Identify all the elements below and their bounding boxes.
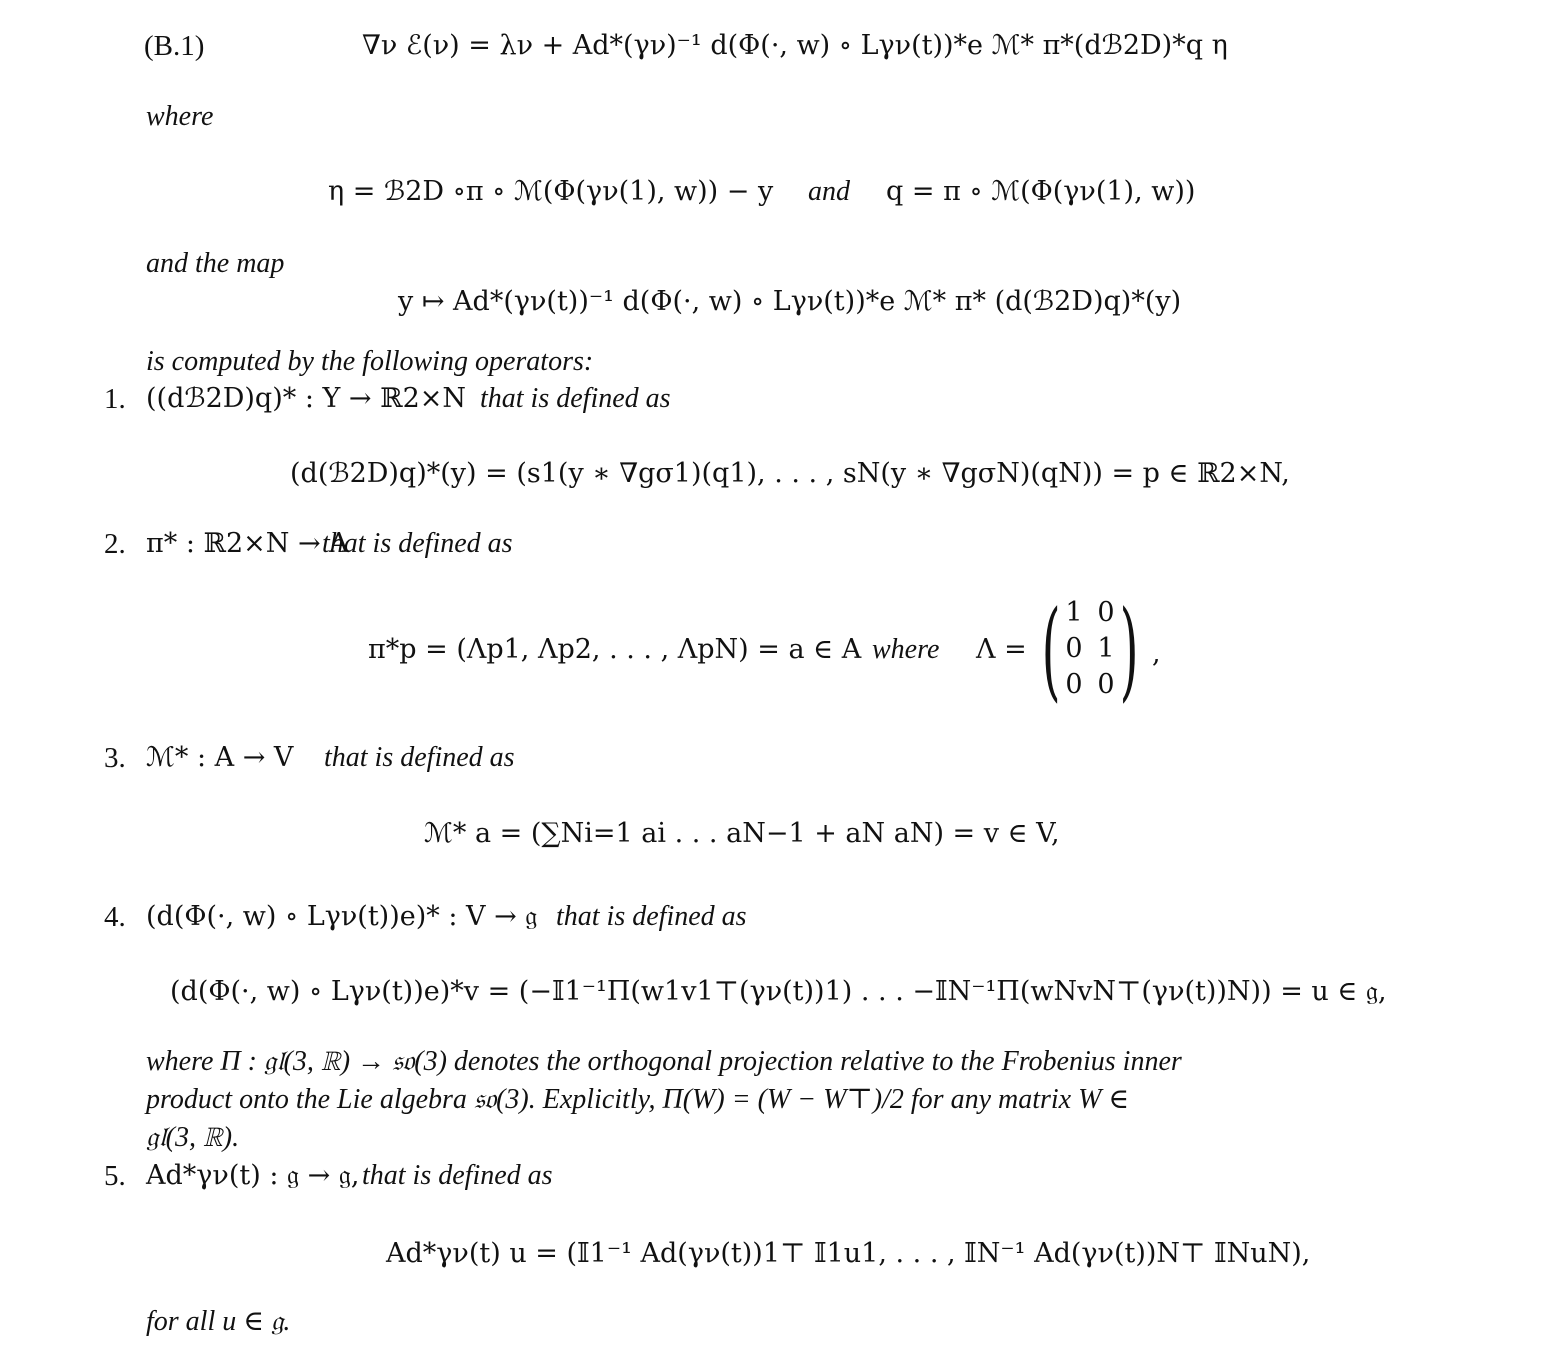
- eta-equation: η = ℬ2D ∘π ∘ ℳ(Φ(γν(1), w)) − y: [328, 176, 774, 207]
- computed-by-text: is computed by the following operators:: [146, 346, 594, 377]
- item-2-number: 2.: [104, 528, 126, 560]
- lambda-matrix: [1041, 588, 1139, 713]
- item-1-display: (d(ℬ2D)q)*(y) = (s1(y ∗ ∇gσ1)(q1), . . . , sN(y ∗ ∇gσN)(qN)) = p ∈ ℝ2×N,: [290, 458, 1290, 489]
- matrix-cell: 1: [1097, 633, 1115, 664]
- item-4-note-line-1: where Π : 𝔤𝔩(3, ℝ) → 𝔰𝔬(3) denotes the orthogonal projection relative to the Frobenius inner: [146, 1046, 1182, 1077]
- item-4-note-line-2: product onto the Lie algebra 𝔰𝔬(3). Explicitly, Π(W) = (W − W⊤)/2 for any matrix W ∈: [146, 1084, 1130, 1115]
- item-5-head-text: that is defined as: [362, 1160, 553, 1191]
- item-2-where: where: [872, 634, 940, 665]
- equation-label: (B.1): [144, 30, 205, 62]
- item-1-head-math: ((dℬ2D)q)* : Y → ℝ2×N: [146, 383, 466, 414]
- item-3-display: ℳ* a = (∑Ni=1 ai . . . aN−1 + aN aN) = v ∈ V,: [424, 818, 1060, 849]
- item-4-number: 4.: [104, 901, 126, 933]
- item-5-number: 5.: [104, 1160, 126, 1192]
- item-4-head-math: (d(Φ(·, w) ∘ Lγν(t))e)* : V → 𝔤: [146, 901, 538, 932]
- matrix-right-paren: ): [1119, 588, 1139, 713]
- item-1-number: 1.: [104, 383, 126, 415]
- item-3-number: 3.: [104, 742, 126, 774]
- matrix-left-paren: (: [1041, 588, 1061, 713]
- item-1-head-text: that is defined as: [480, 383, 671, 414]
- matrix-cell: 0: [1065, 669, 1083, 700]
- item-2-head-math: π* : ℝ2×N → A: [146, 528, 349, 559]
- item-4-head-text: that is defined as: [556, 901, 747, 932]
- matrix-cell: 0: [1065, 633, 1083, 664]
- where-text: where: [146, 101, 214, 132]
- matrix-cell: 0: [1097, 669, 1115, 700]
- item-4-display: (d(Φ(·, w) ∘ Lγν(t))e)*v = (−𝕀1⁻¹Π(w1v1⊤(γν(t))1) . . . −𝕀N⁻¹Π(wNvN⊤(γν(t))N)) = u ∈ 𝔤,: [170, 976, 1387, 1007]
- item-3-head-text: that is defined as: [324, 742, 515, 773]
- map-equation: y ↦ Ad*(γν(t))⁻¹ d(Φ(·, w) ∘ Lγν(t))*e ℳ* π* (d(ℬ2D)q)*(y): [398, 286, 1182, 317]
- item-3-head-math: ℳ* : A → V: [146, 742, 294, 773]
- lambda-lhs: Λ =: [976, 634, 1027, 665]
- and-word: and: [808, 176, 850, 207]
- item-2-display: π*p = (Λp1, Λp2, . . . , ΛpN) = a ∈ A: [368, 634, 862, 665]
- item-2-head-text: that is defined as: [322, 528, 513, 559]
- and-the-map-text: and the map: [146, 248, 285, 279]
- q-equation: q = π ∘ ℳ(Φ(γν(1), w)): [886, 176, 1196, 207]
- closing-text: for all u ∈ 𝔤.: [146, 1306, 291, 1337]
- matrix-cell: 1: [1065, 597, 1083, 628]
- item-5-display: Ad*γν(t) u = (𝕀1⁻¹ Ad(γν(t))1⊤ 𝕀1u1, . . . , 𝕀N⁻¹ Ad(γν(t))N⊤ 𝕀NuN),: [386, 1238, 1311, 1269]
- matrix-cell: 0: [1097, 597, 1115, 628]
- equation-b1: ∇ν ℰ(ν) = λν + Ad*(γν)⁻¹ d(Φ(·, w) ∘ Lγν(t))*e ℳ* π*(dℬ2D)*q η: [362, 30, 1228, 61]
- item-4-note-line-3: 𝔤𝔩(3, ℝ).: [146, 1122, 240, 1153]
- item-5-head-math: Ad*γν(t) : 𝔤 → 𝔤,: [146, 1160, 360, 1191]
- item-2-trailing-comma: ,: [1152, 638, 1161, 669]
- matrix-cells: [1058, 597, 1122, 705]
